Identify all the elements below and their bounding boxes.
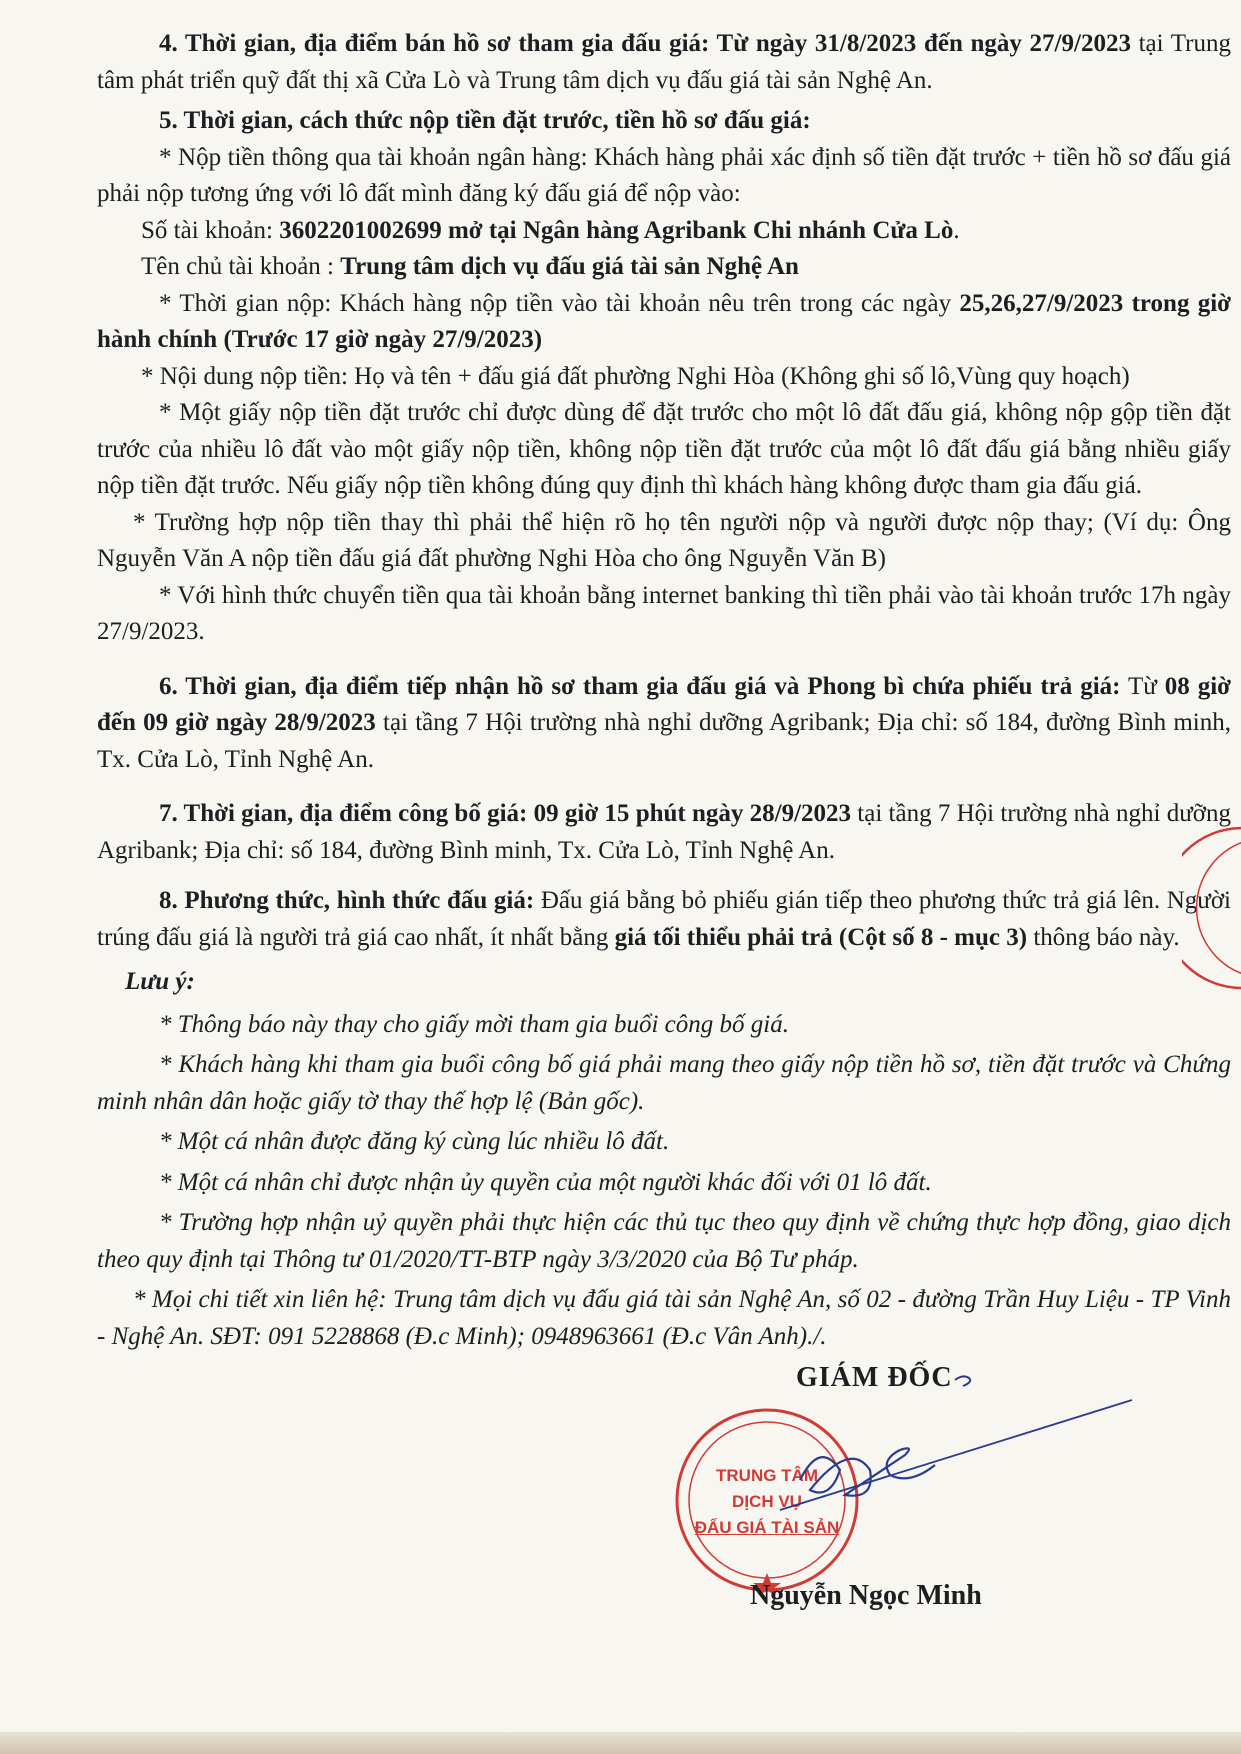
- section-5-internet: * Với hình thức chuyển tiền qua tài khoản bằng internet banking thì tiền phải vào tài khoản trước 17h ngày 27/9/2023.: [97, 581, 1231, 645]
- time-bold: 25,26,27/9/2023 trong giờ hành chính (Trước 17 giờ ngày 27/9/2023): [97, 289, 1231, 353]
- time-text: * Thời gian nộp: Khách hàng nộp tiền vào tài khoản nêu trên trong các ngày: [159, 289, 960, 317]
- account-value: 3602201002699 mở tại Ngân hàng Agribank Chi nhánh Cửa Lò: [279, 216, 954, 244]
- section-8-heading: 8. Phương thức, hình thức đấu giá:: [159, 887, 535, 914]
- section-6: [97, 669, 1231, 779]
- note-item: * Mọi chi tiết xin liên hệ: Trung tâm dịch vụ đấu giá tài sản Nghệ An, số 02 - đường Trần Huy Liệu - TP Vinh - Nghệ An. SĐT: 091 5228868 (Đ.c Minh); 0948963661 (Đ.c Vân Anh)./.: [97, 1286, 1231, 1350]
- note-item: * Một cá nhân chỉ được nhận ủy quyền của một người khác đối với 01 lô đất.: [159, 1168, 932, 1196]
- section-5-content: * Nội dung nộp tiền: Họ và tên + đấu giá đất phường Nghi Hòa (Không ghi số lô,Vùng quy hoạch): [141, 362, 1130, 390]
- section-5-time: [97, 286, 1231, 359]
- signature-title: GIÁM ĐỐC: [796, 1362, 953, 1393]
- signature-block: [740, 1360, 1160, 1620]
- section-6-heading: 6. Thời gian, địa điểm tiếp nhận hồ sơ tham gia đấu giá và Phong bì chứa phiếu trả giá:: [159, 672, 1121, 700]
- note-item: * Thông báo này thay cho giấy mời tham gia buổi công bố giá.: [159, 1010, 789, 1038]
- stamp-line-3: ĐẤU GIÁ TÀI SẢN: [694, 1518, 840, 1537]
- section-5-one-slip: * Một giấy nộp tiền đặt trước chỉ được dùng để đặt trước cho một lô đất đấu giá, không nộp gộp tiền đặt trước của nhiều lô đất vào một giấy nộp tiền, không nộp tiền đặt trước của một lô đất đấu giá bằng nhiều giấy nộp tiền đặt trước. Nếu giấy nộp tiền không đúng quy định thì khách hàng không được tham gia đấu giá.: [97, 399, 1231, 499]
- section-5-account: [97, 213, 1231, 250]
- section-8-bold: giá tối thiểu phải trả (Cột số 8 - mục 3): [614, 923, 1028, 951]
- signer-name: Nguyễn Ngọc Minh: [750, 1580, 982, 1611]
- section-4: [97, 26, 1231, 99]
- section-8: [97, 883, 1231, 956]
- section-7: [97, 796, 1231, 869]
- section-6-pre: Từ: [1120, 672, 1165, 700]
- note-item: * Trường hợp nhận uỷ quyền phải thực hiện các thủ tục theo quy định về chứng thực hợp đồng, giao dịch theo quy định tại Thông tư 01/2020/TT-BTP ngày 3/3/2020 của Bộ Tư pháp.: [97, 1209, 1231, 1273]
- section-5-bank-intro: * Nộp tiền thông qua tài khoản ngân hàng: Khách hàng phải xác định số tiền đặt trước + tiền hồ sơ đấu giá phải nộp tương ứng với lô đất mình đăng ký đấu giá để nộp vào:: [97, 143, 1231, 207]
- section-5-heading: [97, 103, 1231, 140]
- note-item: * Khách hàng khi tham gia buổi công bố giá phải mang theo giấy nộp tiền hồ sơ, tiền đặt trước và Chứng minh nhân dân hoặc giấy tờ thay thế hợp lệ (Bản gốc).: [97, 1051, 1231, 1115]
- holder-value: Trung tâm dịch vụ đấu giá tài sản Nghệ An: [340, 253, 799, 280]
- section-8-post: thông báo này.: [1027, 923, 1180, 951]
- section-6-time: 08 giờ đến 09 giờ ngày 28/9/2023: [97, 672, 1231, 736]
- section-5-proxy: * Trường hợp nộp tiền thay thì phải thể hiện rõ họ tên người nộp và người được nộp thay; (Ví dụ: Ông Nguyễn Văn A nộp tiền đấu giá đất phường Nghi Hòa cho ông Nguyễn Văn B): [97, 508, 1231, 572]
- account-label: Số tài khoản:: [141, 216, 280, 244]
- section-5-heading-text: 5. Thời gian, cách thức nộp tiền đặt trước, tiền hồ sơ đấu giá:: [159, 107, 811, 134]
- section-6-post: tại tầng 7 Hội trường nhà nghỉ dưỡng Agribank; Địa chỉ: số 184, đường Bình minh, Tx. Cửa Lò, Tỉnh Nghệ An.: [97, 709, 1231, 773]
- notes-title: Lưu ý:: [125, 968, 195, 995]
- section-4-heading: 4. Thời gian, địa điểm bán hồ sơ tham gia đấu giá: Từ ngày 31/8/2023 đến ngày 27/9/2023: [159, 30, 1131, 57]
- account-end: .: [953, 216, 960, 244]
- section-8-pre: Đấu giá bằng bỏ phiếu gián tiếp theo phương thức trả giá lên. Người trúng đấu giá là người trả giá cao nhất, ít nhất bằng: [97, 887, 1231, 951]
- notes-list: [97, 1007, 1231, 1356]
- section-7-heading: 7. Thời gian, địa điểm công bố giá: 09 giờ 15 phút ngày 28/9/2023: [159, 800, 852, 827]
- edge-stamp-fragment: [1182, 818, 1241, 998]
- section-7-text: tại tầng 7 Hội trường nhà nghỉ dưỡng Agribank; Địa chỉ: số 184, đường Bình minh, Tx. Cửa Lò, Tỉnh Nghệ An.: [97, 800, 1231, 864]
- section-4-text: tại Trung tâm phát triển quỹ đất thị xã Cửa Lò và Trung tâm dịch vụ đấu giá tài sản Nghệ An.: [97, 30, 1231, 94]
- holder-label: Tên chủ tài khoản :: [141, 253, 341, 280]
- note-item: * Một cá nhân được đăng ký cùng lúc nhiều lô đất.: [159, 1128, 670, 1155]
- stamp-line-2: DỊCH VỤ: [732, 1492, 802, 1511]
- stamp-line-1: TRUNG TÂM: [716, 1466, 818, 1485]
- section-5-holder: [97, 249, 1231, 286]
